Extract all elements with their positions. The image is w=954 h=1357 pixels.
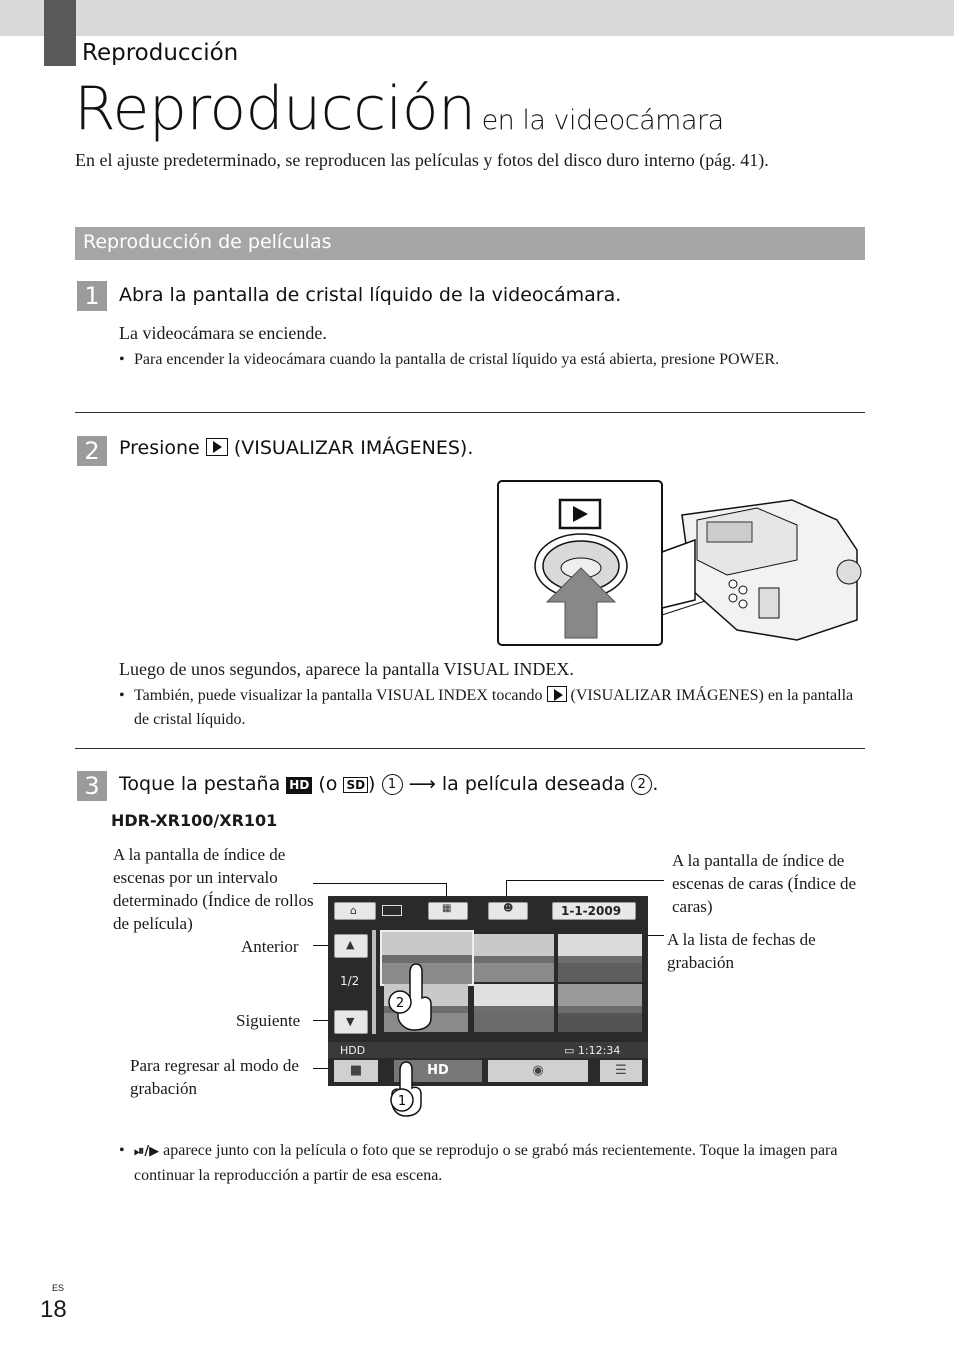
options-button[interactable]	[600, 1060, 642, 1082]
final-bullet: • ⏯/▶ aparece junto con la película o foto que se reprodujo o se grabó más recientemente. Toque la imagen para continuar la reproducción a partir de esa escena.	[119, 1142, 838, 1184]
page-title-main: Reproducción	[74, 74, 476, 144]
divider-2	[75, 748, 865, 749]
model-label: HDR-XR100/XR101	[111, 811, 278, 830]
recording-mode-button[interactable]	[334, 1060, 378, 1082]
subsection-heading: Reproducción de películas	[75, 227, 865, 260]
play-icon	[547, 686, 567, 702]
callout-film-roll-index: A la pantalla de índice de escenas por un intervalo determinado (Índice de rollos de película)	[113, 845, 314, 933]
date-list-button[interactable]	[552, 902, 636, 920]
options-icon: ☰	[615, 1063, 627, 1078]
step-1-text: La videocámara se enciende.	[119, 323, 327, 343]
camera-icon: ■	[349, 1063, 363, 1078]
home-button[interactable]	[334, 902, 376, 920]
svg-text:1: 1	[397, 1094, 407, 1109]
arrow-right-icon: ⟶	[408, 773, 436, 795]
step-1-number: 1	[77, 281, 107, 311]
callout-face-index: A la pantalla de índice de escenas de caras (Índice de caras)	[672, 851, 857, 916]
step-1-title: Abra la pantalla de cristal líquido de la videocámara.	[119, 284, 622, 306]
step-3-number: 3	[77, 771, 107, 801]
home-icon: ⌂	[350, 904, 357, 917]
circled-2: 2	[631, 774, 652, 795]
step-1-bullet: • Para encender la videocámara cuando la pantalla de cristal líquido ya está abierta, presione POWER.	[119, 351, 780, 368]
battery-icon	[382, 905, 402, 916]
visual-index-screen	[328, 896, 648, 1086]
face-index-button[interactable]	[488, 902, 528, 920]
hd-tab[interactable]: HD	[394, 1060, 482, 1082]
page-title	[74, 74, 724, 144]
leader-line	[313, 883, 446, 884]
top-tab-block	[44, 0, 76, 66]
film-roll-icon: ▦	[442, 903, 452, 914]
callout-date-list: A la lista de fechas de grabación	[667, 930, 816, 972]
step-2-title: Presione (VISUALIZAR IMÁGENES).	[119, 437, 474, 459]
scrollbar[interactable]	[372, 930, 376, 1034]
thumbnail-2[interactable]	[474, 934, 554, 982]
film-roll-index-button[interactable]	[428, 902, 468, 920]
thumbnail-3[interactable]	[558, 934, 642, 982]
leader-line	[506, 880, 664, 881]
page-indicator: 1/2	[340, 974, 360, 988]
photo-icon: ◉	[532, 1063, 544, 1078]
camera-illustration	[497, 480, 867, 648]
face-icon: ☻	[503, 903, 514, 914]
divider-1	[75, 412, 865, 413]
page-number: 18	[40, 1296, 67, 1323]
next-page-button[interactable]	[334, 1010, 368, 1034]
last-played-icon: ⏯/▶	[134, 1144, 160, 1159]
thumbnail-5[interactable]	[474, 984, 554, 1032]
down-arrow-icon: ▼	[346, 1015, 355, 1028]
up-arrow-icon: ▲	[346, 938, 355, 951]
play-icon	[206, 438, 228, 456]
callout-next: Siguiente	[236, 1011, 301, 1030]
callout-recording-mode: Para regresar al modo de grabación	[130, 1056, 299, 1098]
page-language: ES	[52, 1283, 65, 1293]
date-label: 1-1-2009	[561, 904, 622, 918]
callout-previous: Anterior	[241, 937, 299, 956]
counter: ▭ 1:12:34	[564, 1044, 621, 1057]
hd-tab-icon: HD	[286, 777, 312, 794]
top-bar	[0, 0, 954, 36]
step-2-bullet: • También, puede visualizar la pantalla VISUAL INDEX tocando (VISUALIZAR IMÁGENES) en la pantalla de cristal líquido.	[119, 687, 854, 728]
intro-paragraph: En el ajuste predeterminado, se reproducen las películas y fotos del disco duro interno (pág. 41).	[75, 150, 769, 170]
film-icon: ▭	[564, 1044, 575, 1057]
thumbnail-6[interactable]	[558, 984, 642, 1032]
previous-page-button[interactable]	[334, 934, 368, 958]
step-2-text: Luego de unos segundos, aparece la pantalla VISUAL INDEX.	[119, 659, 574, 679]
circled-1: 1	[382, 774, 403, 795]
finger-pointer-1	[384, 1058, 434, 1118]
finger-pointer-2	[384, 960, 434, 1032]
sd-tab-icon: SD	[343, 777, 368, 793]
svg-text:2: 2	[395, 996, 405, 1011]
page-title-sub: en la videocámara	[481, 105, 724, 136]
section-label: Reproducción	[82, 40, 239, 66]
step-2-number: 2	[77, 436, 107, 466]
step-3-title: Toque la pestaña HD (o SD ) 1 ⟶ la película deseada 2 .	[119, 773, 659, 795]
photo-tab[interactable]	[488, 1060, 588, 1082]
storage-label: HDD	[340, 1044, 366, 1057]
camcorder-icon	[662, 500, 861, 640]
